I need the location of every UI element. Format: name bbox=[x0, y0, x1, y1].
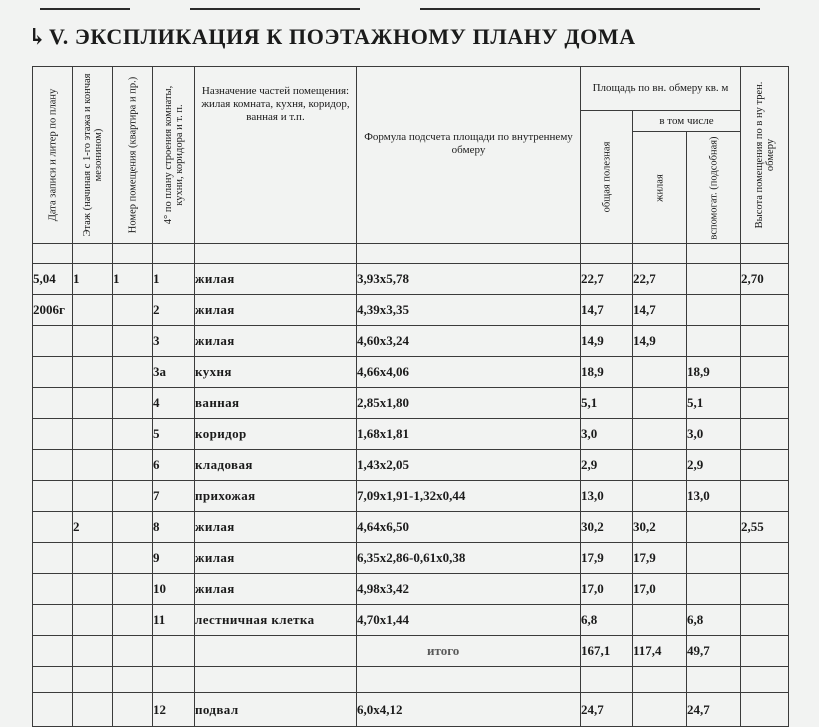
cell-date bbox=[33, 388, 73, 419]
cell-floor bbox=[73, 388, 113, 419]
cell-floor: 2 bbox=[73, 512, 113, 543]
header-area-group: Площадь по вн. обмеру кв. м bbox=[581, 67, 741, 111]
header-apartment: Номер помещения (квартира и пр.) bbox=[113, 67, 153, 244]
cell-living bbox=[633, 667, 687, 693]
table-row bbox=[33, 326, 789, 357]
cell-plan-number: 11 bbox=[153, 605, 195, 636]
cell-height bbox=[741, 543, 789, 574]
cell-formula: 7,09х1,91-1,32х0,44 bbox=[357, 481, 581, 512]
cell-floor bbox=[73, 667, 113, 693]
cell-plan-number bbox=[153, 667, 195, 693]
header-auxiliary: вспомогат. (подсобная) bbox=[687, 132, 741, 244]
cell-total: 24,7 bbox=[581, 693, 633, 727]
blank-row bbox=[33, 244, 789, 264]
cell-date bbox=[33, 667, 73, 693]
cell-living: 17,9 bbox=[633, 543, 687, 574]
cell-plan-number: 10 bbox=[153, 574, 195, 605]
cell-purpose: жилая bbox=[195, 264, 357, 295]
header-formula: Формула подсчета площади по внутреннему обмеру bbox=[357, 67, 581, 244]
cell-apartment bbox=[113, 295, 153, 326]
cell-formula: 3,93х5,78 bbox=[357, 264, 581, 295]
cell-floor bbox=[73, 295, 113, 326]
cell-formula: 1,43х2,05 bbox=[357, 450, 581, 481]
cell-total: 5,1 bbox=[581, 388, 633, 419]
cell-plan-number: 4 bbox=[153, 388, 195, 419]
cell-floor bbox=[73, 481, 113, 512]
table-row bbox=[33, 667, 789, 693]
cell-purpose: ванная bbox=[195, 388, 357, 419]
cell-apartment bbox=[113, 357, 153, 388]
cell-date bbox=[33, 605, 73, 636]
cell-formula: 4,60х3,24 bbox=[357, 326, 581, 357]
cell-total: 167,1 bbox=[581, 636, 633, 667]
cell-plan-number: 12 bbox=[153, 693, 195, 727]
cell-total: 22,7 bbox=[581, 264, 633, 295]
cell-floor bbox=[73, 357, 113, 388]
cell-height bbox=[741, 357, 789, 388]
cell-total: 14,7 bbox=[581, 295, 633, 326]
cell-floor bbox=[73, 326, 113, 357]
cell-floor: 1 bbox=[73, 264, 113, 295]
cell-plan-number: 9 bbox=[153, 543, 195, 574]
cell-auxiliary: 3,0 bbox=[687, 419, 741, 450]
cell-auxiliary bbox=[687, 512, 741, 543]
cell-total: 17,0 bbox=[581, 574, 633, 605]
cell-plan-number bbox=[153, 636, 195, 667]
cell-plan-number: 6 bbox=[153, 450, 195, 481]
cell-purpose: прихожая bbox=[195, 481, 357, 512]
cell-total: 18,9 bbox=[581, 357, 633, 388]
cell-auxiliary bbox=[687, 264, 741, 295]
cell-purpose: жилая bbox=[195, 543, 357, 574]
cell-floor bbox=[73, 636, 113, 667]
cell-height bbox=[741, 419, 789, 450]
cell-apartment bbox=[113, 636, 153, 667]
cell-apartment bbox=[113, 419, 153, 450]
cell-purpose: подвал bbox=[195, 693, 357, 727]
cell-plan-number: 5 bbox=[153, 419, 195, 450]
cell-plan-number: 1 bbox=[153, 264, 195, 295]
cell-apartment bbox=[113, 512, 153, 543]
cell-total: 17,9 bbox=[581, 543, 633, 574]
explication-table bbox=[32, 66, 789, 727]
cell-purpose bbox=[195, 667, 357, 693]
cell-plan-number: 7 bbox=[153, 481, 195, 512]
cell-living bbox=[633, 388, 687, 419]
cell-living bbox=[633, 481, 687, 512]
cell-apartment bbox=[113, 574, 153, 605]
cell-auxiliary: 13,0 bbox=[687, 481, 741, 512]
top-rule bbox=[40, 8, 130, 10]
table-row bbox=[33, 636, 789, 667]
cell-plan-number: 3а bbox=[153, 357, 195, 388]
table-row bbox=[33, 574, 789, 605]
cell-formula: 4,66х4,06 bbox=[357, 357, 581, 388]
cell-date: 5,04 bbox=[33, 264, 73, 295]
cell-formula: 4,39х3,35 bbox=[357, 295, 581, 326]
cell-apartment: 1 bbox=[113, 264, 153, 295]
cell-auxiliary: 2,9 bbox=[687, 450, 741, 481]
cell-total: 6,8 bbox=[581, 605, 633, 636]
cell-floor bbox=[73, 543, 113, 574]
cell-formula: 4,98х3,42 bbox=[357, 574, 581, 605]
cell-formula: 4,70х1,44 bbox=[357, 605, 581, 636]
cell-total: 14,9 bbox=[581, 326, 633, 357]
cell-auxiliary: 5,1 bbox=[687, 388, 741, 419]
header-floor: Этаж (начиная с 1-го этажа и кончая мезонином) bbox=[73, 67, 113, 244]
title-text: V. ЭКСПЛИКАЦИЯ К ПОЭТАЖНОМУ ПЛАНУ ДОМА bbox=[49, 24, 636, 49]
cell-purpose: кухня bbox=[195, 357, 357, 388]
cell-height bbox=[741, 295, 789, 326]
cell-date bbox=[33, 543, 73, 574]
table-row bbox=[33, 512, 789, 543]
cell-living bbox=[633, 357, 687, 388]
cell-auxiliary bbox=[687, 295, 741, 326]
header-date: Дата записи и литер по плану bbox=[33, 67, 73, 244]
table-row bbox=[33, 357, 789, 388]
cell-living bbox=[633, 419, 687, 450]
header-height: Высота помещения по в ну трен. обмеру bbox=[741, 67, 789, 244]
table-row bbox=[33, 295, 789, 326]
cell-living bbox=[633, 450, 687, 481]
cell-height bbox=[741, 481, 789, 512]
header-plan-number: 4° по плану строения комнаты, кухни, коридора и т. п. bbox=[153, 67, 195, 244]
cell-apartment bbox=[113, 543, 153, 574]
cell-height bbox=[741, 667, 789, 693]
cell-date bbox=[33, 450, 73, 481]
cell-apartment bbox=[113, 605, 153, 636]
header-living: жилая bbox=[633, 132, 687, 244]
pen-mark-icon: ↳ bbox=[28, 24, 48, 49]
header-purpose: Назначение частей помещения: жилая комната, кухня, коридор, ванная и т.п. bbox=[195, 67, 357, 244]
top-rule bbox=[190, 8, 360, 10]
cell-living: 14,7 bbox=[633, 295, 687, 326]
cell-auxiliary: 24,7 bbox=[687, 693, 741, 727]
cell-total: 3,0 bbox=[581, 419, 633, 450]
cell-auxiliary bbox=[687, 326, 741, 357]
cell-height bbox=[741, 636, 789, 667]
cell-total: 13,0 bbox=[581, 481, 633, 512]
cell-auxiliary: 49,7 bbox=[687, 636, 741, 667]
cell-floor bbox=[73, 574, 113, 605]
cell-total bbox=[581, 667, 633, 693]
table-row bbox=[33, 388, 789, 419]
cell-apartment bbox=[113, 481, 153, 512]
cell-apartment bbox=[113, 667, 153, 693]
cell-height bbox=[741, 450, 789, 481]
cell-formula: 6,0х4,12 bbox=[357, 693, 581, 727]
cell-date: 2006г bbox=[33, 295, 73, 326]
cell-purpose: коридор bbox=[195, 419, 357, 450]
cell-auxiliary bbox=[687, 667, 741, 693]
document-title bbox=[28, 24, 808, 50]
cell-auxiliary: 6,8 bbox=[687, 605, 741, 636]
cell-formula bbox=[357, 667, 581, 693]
cell-apartment bbox=[113, 388, 153, 419]
cell-total: 2,9 bbox=[581, 450, 633, 481]
cell-plan-number: 3 bbox=[153, 326, 195, 357]
table-row bbox=[33, 543, 789, 574]
cell-living bbox=[633, 605, 687, 636]
cell-height: 2,55 bbox=[741, 512, 789, 543]
table-row bbox=[33, 419, 789, 450]
cell-height: 2,70 bbox=[741, 264, 789, 295]
cell-auxiliary: 18,9 bbox=[687, 357, 741, 388]
cell-auxiliary bbox=[687, 543, 741, 574]
cell-total: 30,2 bbox=[581, 512, 633, 543]
cell-date bbox=[33, 357, 73, 388]
cell-purpose: жилая bbox=[195, 326, 357, 357]
cell-date bbox=[33, 574, 73, 605]
header-including: в том числе bbox=[633, 111, 741, 132]
cell-floor bbox=[73, 419, 113, 450]
cell-living: 30,2 bbox=[633, 512, 687, 543]
cell-purpose: жилая bbox=[195, 574, 357, 605]
cell-floor bbox=[73, 450, 113, 481]
cell-height bbox=[741, 574, 789, 605]
cell-purpose: жилая bbox=[195, 295, 357, 326]
cell-date bbox=[33, 512, 73, 543]
cell-plan-number: 8 bbox=[153, 512, 195, 543]
cell-date bbox=[33, 326, 73, 357]
cell-purpose bbox=[195, 636, 357, 667]
top-rule bbox=[420, 8, 760, 10]
cell-height bbox=[741, 388, 789, 419]
cell-floor bbox=[73, 605, 113, 636]
cell-purpose: кладовая bbox=[195, 450, 357, 481]
cell-apartment bbox=[113, 326, 153, 357]
cell-date bbox=[33, 419, 73, 450]
cell-apartment bbox=[113, 450, 153, 481]
cell-height bbox=[741, 326, 789, 357]
cell-living: 17,0 bbox=[633, 574, 687, 605]
cell-auxiliary bbox=[687, 574, 741, 605]
cell-formula: 1,68х1,81 bbox=[357, 419, 581, 450]
cell-plan-number: 2 bbox=[153, 295, 195, 326]
cell-formula: 2,85х1,80 bbox=[357, 388, 581, 419]
table-row bbox=[33, 481, 789, 512]
cell-purpose: жилая bbox=[195, 512, 357, 543]
cell-height bbox=[741, 605, 789, 636]
table-row bbox=[33, 450, 789, 481]
cell-formula: 4,64х6,50 bbox=[357, 512, 581, 543]
table-row bbox=[33, 264, 789, 295]
cell-living: 14,9 bbox=[633, 326, 687, 357]
table-row bbox=[33, 605, 789, 636]
cell-date bbox=[33, 481, 73, 512]
cell-living: 22,7 bbox=[633, 264, 687, 295]
cell-formula: 6,35х2,86-0,61х0,38 bbox=[357, 543, 581, 574]
header-total: общая полезная bbox=[581, 111, 633, 244]
cell-date bbox=[33, 636, 73, 667]
cell-purpose: лестничная клетка bbox=[195, 605, 357, 636]
cell-living: 117,4 bbox=[633, 636, 687, 667]
cell-formula: итого bbox=[357, 636, 581, 667]
